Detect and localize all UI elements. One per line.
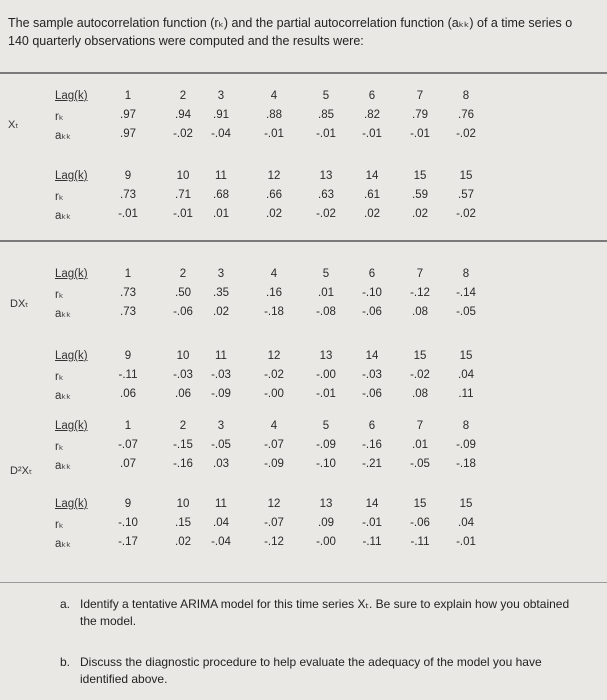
table-cell: 11 bbox=[215, 170, 227, 182]
table-cell: 3 bbox=[217, 420, 225, 432]
table-cell: .73 bbox=[120, 189, 136, 201]
table-cell: .08 bbox=[412, 388, 428, 400]
table-cell: 9 bbox=[124, 170, 132, 182]
table-cell: 15 bbox=[459, 350, 473, 362]
table-cell: 14 bbox=[365, 350, 379, 362]
table-row bbox=[0, 498, 607, 516]
table-cell: .85 bbox=[318, 109, 334, 121]
table-cell: 15 bbox=[413, 170, 427, 182]
table-row bbox=[0, 90, 607, 108]
table-cell: -.18 bbox=[456, 458, 476, 470]
question-b-tag: b. bbox=[60, 655, 71, 669]
table-cell: 7 bbox=[416, 268, 424, 280]
table-cell: 10 bbox=[176, 350, 190, 362]
table-cell: -.00 bbox=[264, 388, 284, 400]
row-label: aₖₖ bbox=[55, 460, 72, 472]
row-label: aₖₖ bbox=[55, 308, 72, 320]
question-a-text: Identify a tentative ARIMA model for this time series Xₜ. Be sure to explain how you obtained the model. bbox=[80, 597, 570, 628]
table-cell: 2 bbox=[179, 268, 187, 280]
row-label: aₖₖ bbox=[55, 390, 72, 402]
row-label: aₖₖ bbox=[55, 130, 72, 142]
row-label: Lag(k) bbox=[55, 498, 88, 510]
series-label-1: DXₜ bbox=[10, 298, 29, 310]
table-cell: 8 bbox=[462, 268, 470, 280]
row-label: aₖₖ bbox=[55, 210, 72, 222]
table-cell: -.16 bbox=[173, 458, 193, 470]
table-row bbox=[0, 420, 607, 438]
table-cell: -.21 bbox=[362, 458, 382, 470]
problem-intro bbox=[8, 14, 607, 50]
table-cell: .73 bbox=[120, 287, 136, 299]
table-cell: -.02 bbox=[456, 208, 476, 220]
table-cell: 11 bbox=[215, 498, 227, 510]
table-cell: 1 bbox=[124, 90, 132, 102]
table-cell: 5 bbox=[322, 420, 330, 432]
table-cell: -.01 bbox=[316, 388, 336, 400]
table-cell: 15 bbox=[413, 498, 427, 510]
table-cell: .88 bbox=[266, 109, 282, 121]
table-row bbox=[0, 388, 607, 406]
row-label: Lag(k) bbox=[55, 268, 88, 280]
table-cell: .01 bbox=[412, 439, 428, 451]
table-cell: 15 bbox=[413, 350, 427, 362]
table-cell: -.03 bbox=[173, 369, 193, 381]
table-cell: .02 bbox=[412, 208, 428, 220]
table-cell: 9 bbox=[124, 350, 132, 362]
table-cell: -.05 bbox=[456, 306, 476, 318]
table-cell: -.07 bbox=[118, 439, 138, 451]
table-cell: .97 bbox=[120, 128, 136, 140]
table-cell: -.09 bbox=[211, 388, 231, 400]
table-cell: -.01 bbox=[362, 517, 382, 529]
table-cell: -.01 bbox=[173, 208, 193, 220]
table-cell: -.12 bbox=[264, 536, 284, 548]
row-label: Lag(k) bbox=[55, 420, 88, 432]
table-cell: 4 bbox=[270, 90, 278, 102]
table-cell: .07 bbox=[120, 458, 136, 470]
table-cell: .02 bbox=[175, 536, 191, 548]
series-label-0: Xₜ bbox=[8, 119, 19, 131]
table-cell: -.11 bbox=[410, 536, 430, 548]
table-cell: -.05 bbox=[211, 439, 231, 451]
table-cell: .02 bbox=[213, 306, 229, 318]
table-cell: 11 bbox=[215, 350, 227, 362]
table-cell: -.04 bbox=[211, 128, 231, 140]
table-cell: .01 bbox=[318, 287, 334, 299]
table-cell: .57 bbox=[458, 189, 474, 201]
series-label-2: D²Xₜ bbox=[10, 465, 33, 477]
table-cell: -.17 bbox=[118, 536, 138, 548]
table-cell: 13 bbox=[319, 498, 333, 510]
table-cell: .11 bbox=[458, 388, 474, 400]
question-b-text: Discuss the diagnostic procedure to help evaluate the adequacy of the model you have identified above. bbox=[80, 655, 542, 686]
table-cell: 8 bbox=[462, 90, 470, 102]
table-cell: .02 bbox=[266, 208, 282, 220]
row-label: rₖ bbox=[55, 191, 64, 203]
table-cell: -.02 bbox=[410, 369, 430, 381]
table-row bbox=[0, 287, 607, 305]
table-cell: .06 bbox=[120, 388, 136, 400]
table-cell: 1 bbox=[124, 268, 132, 280]
table-cell: 14 bbox=[365, 170, 379, 182]
table-cell: -.00 bbox=[316, 369, 336, 381]
table-cell: 14 bbox=[365, 498, 379, 510]
table-cell: -.05 bbox=[410, 458, 430, 470]
table-cell: .01 bbox=[213, 208, 229, 220]
intro-line-1: The sample autocorrelation function (rₖ) and the partial autocorrelation function (aₖₖ) of a time series o bbox=[8, 16, 573, 30]
table-row bbox=[0, 189, 607, 207]
table-cell: -.02 bbox=[316, 208, 336, 220]
table-cell: -.06 bbox=[362, 388, 382, 400]
table-row bbox=[0, 170, 607, 188]
table-cell: .04 bbox=[213, 517, 229, 529]
table-cell: -.01 bbox=[316, 128, 336, 140]
table-cell: .97 bbox=[120, 109, 136, 121]
table-cell: .16 bbox=[266, 287, 282, 299]
table-row bbox=[0, 109, 607, 127]
table-cell: .06 bbox=[175, 388, 191, 400]
intro-line-2: 140 quarterly observations were computed and the results were: bbox=[8, 34, 364, 48]
table-cell: 15 bbox=[459, 170, 473, 182]
table-cell: -.02 bbox=[173, 128, 193, 140]
table-row bbox=[0, 208, 607, 226]
row-label: Lag(k) bbox=[55, 170, 88, 182]
table-cell: -.11 bbox=[362, 536, 382, 548]
table-cell: .04 bbox=[458, 517, 474, 529]
table-cell: -.06 bbox=[362, 306, 382, 318]
table-cell: -.12 bbox=[410, 287, 430, 299]
table-cell: -.10 bbox=[118, 517, 138, 529]
table-cell: .71 bbox=[175, 189, 191, 201]
table-cell: 3 bbox=[217, 90, 225, 102]
table-cell: -.01 bbox=[118, 208, 138, 220]
table-cell: .94 bbox=[175, 109, 191, 121]
table-cell: .35 bbox=[213, 287, 229, 299]
table-cell: -.01 bbox=[264, 128, 284, 140]
table-cell: -.06 bbox=[410, 517, 430, 529]
table-cell: 6 bbox=[368, 268, 376, 280]
table-cell: -.18 bbox=[264, 306, 284, 318]
table-row bbox=[0, 517, 607, 535]
table-cell: 2 bbox=[179, 420, 187, 432]
table-cell: .03 bbox=[213, 458, 229, 470]
table-cell: -.01 bbox=[410, 128, 430, 140]
table-cell: -.02 bbox=[456, 128, 476, 140]
table-cell: .50 bbox=[175, 287, 191, 299]
table-row bbox=[0, 439, 607, 457]
table-cell: 10 bbox=[176, 170, 190, 182]
row-label: rₖ bbox=[55, 111, 64, 123]
table-cell: -.09 bbox=[316, 439, 336, 451]
table-cell: .66 bbox=[266, 189, 282, 201]
table-cell: 9 bbox=[124, 498, 132, 510]
table-cell: -.14 bbox=[456, 287, 476, 299]
table-cell: -.00 bbox=[316, 536, 336, 548]
table-cell: -.07 bbox=[264, 517, 284, 529]
table-cell: 7 bbox=[416, 90, 424, 102]
table-cell: .08 bbox=[412, 306, 428, 318]
row-label: Lag(k) bbox=[55, 90, 88, 102]
table-row bbox=[0, 369, 607, 387]
table-cell: -.01 bbox=[362, 128, 382, 140]
table-cell: -.10 bbox=[362, 287, 382, 299]
table-cell: .59 bbox=[412, 189, 428, 201]
table-cell: 13 bbox=[319, 350, 333, 362]
table-cell: .82 bbox=[364, 109, 380, 121]
table-cell: .79 bbox=[412, 109, 428, 121]
table-cell: 12 bbox=[267, 350, 281, 362]
table-cell: 6 bbox=[368, 420, 376, 432]
table-cell: -.02 bbox=[264, 369, 284, 381]
table-cell: .09 bbox=[318, 517, 334, 529]
row-label: Lag(k) bbox=[55, 350, 88, 362]
table-top-rule bbox=[0, 72, 607, 74]
table-cell: 12 bbox=[267, 170, 281, 182]
row-label: rₖ bbox=[55, 519, 64, 531]
table-cell: 6 bbox=[368, 90, 376, 102]
table-row bbox=[0, 458, 607, 476]
table-cell: .61 bbox=[364, 189, 380, 201]
table-cell: -.01 bbox=[456, 536, 476, 548]
table-cell: 1 bbox=[124, 420, 132, 432]
table-cell: 4 bbox=[270, 420, 278, 432]
table-cell: -.09 bbox=[264, 458, 284, 470]
table-cell: -.03 bbox=[211, 369, 231, 381]
table-row bbox=[0, 128, 607, 146]
table-cell: 13 bbox=[319, 170, 333, 182]
table-cell: 12 bbox=[267, 498, 281, 510]
table-cell: -.10 bbox=[316, 458, 336, 470]
table-cell: 8 bbox=[462, 420, 470, 432]
table-cell: 15 bbox=[459, 498, 473, 510]
table-cell: -.08 bbox=[316, 306, 336, 318]
row-label: rₖ bbox=[55, 441, 64, 453]
table-cell: -.11 bbox=[118, 369, 138, 381]
table-cell: -.09 bbox=[456, 439, 476, 451]
section-divider-x bbox=[0, 240, 607, 242]
table-row bbox=[0, 536, 607, 554]
table-cell: 5 bbox=[322, 268, 330, 280]
table-row bbox=[0, 350, 607, 368]
table-cell: -.15 bbox=[173, 439, 193, 451]
table-cell: 7 bbox=[416, 420, 424, 432]
table-cell: .68 bbox=[213, 189, 229, 201]
row-label: rₖ bbox=[55, 371, 64, 383]
table-cell: .15 bbox=[175, 517, 191, 529]
table-cell: -.07 bbox=[264, 439, 284, 451]
question-a-tag: a. bbox=[60, 597, 71, 611]
table-cell: 10 bbox=[176, 498, 190, 510]
row-label: rₖ bbox=[55, 289, 64, 301]
table-cell: 2 bbox=[179, 90, 187, 102]
table-cell: 3 bbox=[217, 268, 225, 280]
table-cell: 4 bbox=[270, 268, 278, 280]
table-cell: 5 bbox=[322, 90, 330, 102]
table-cell: -.06 bbox=[173, 306, 193, 318]
table-cell: .02 bbox=[364, 208, 380, 220]
table-cell: -.03 bbox=[362, 369, 382, 381]
table-cell: .76 bbox=[458, 109, 474, 121]
row-label: aₖₖ bbox=[55, 538, 72, 550]
table-row bbox=[0, 268, 607, 286]
table-cell: .04 bbox=[458, 369, 474, 381]
table-cell: -.04 bbox=[211, 536, 231, 548]
table-cell: .73 bbox=[120, 306, 136, 318]
table-cell: .91 bbox=[213, 109, 229, 121]
table-bottom-rule bbox=[0, 582, 607, 583]
table-cell: -.16 bbox=[362, 439, 382, 451]
table-cell: .63 bbox=[318, 189, 334, 201]
table-row bbox=[0, 306, 607, 324]
